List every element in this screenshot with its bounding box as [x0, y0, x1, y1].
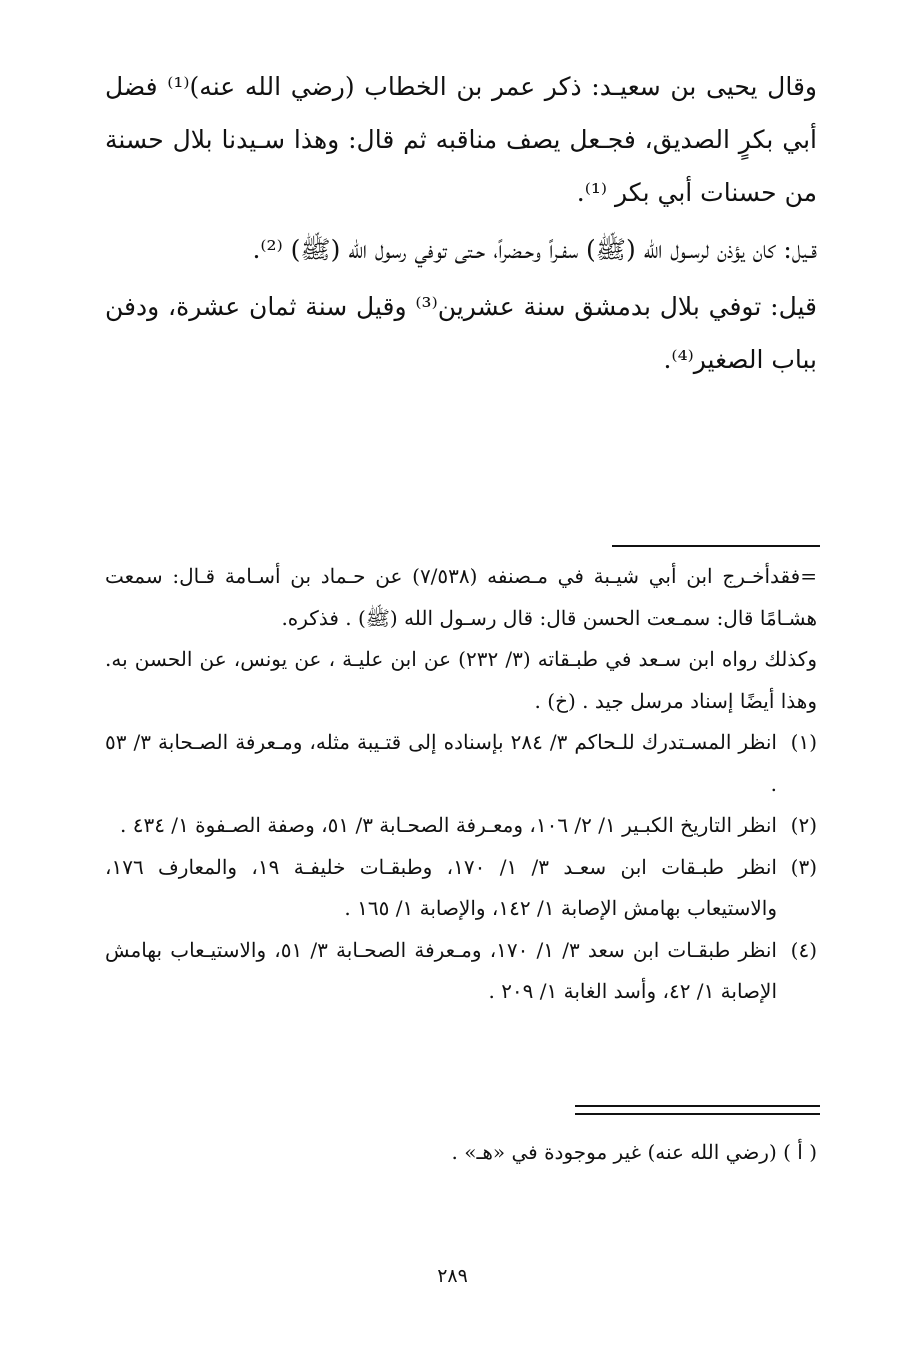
page-number: ٢٨٩ [437, 1265, 468, 1287]
footnote-text: انظر المسـتدرك للـحاكم ٣/ ٢٨٤ بإسناده إلى قتـيبة مثله، ومـعرفة الصـحابة ٣/ ٥٣ . [105, 730, 777, 796]
footnote-text: انظر طبقـات ابن سعد ٣/ ١/ ١٧٠، ومـعرفة الصحـابة ٣/ ٥١، والاستيـعاب بهامش الإصابة ١/ ٤٢، وأسد الغابة ١/ ٢٠٩ . [105, 937, 777, 1003]
footnote-number: (٤) [790, 937, 817, 962]
footnote-number: (٣) [790, 854, 817, 879]
footnote-1 [105, 722, 817, 805]
footnote-3 [105, 847, 817, 930]
main-text [105, 60, 817, 390]
footnote-number: (١) [790, 730, 817, 754]
footnote-number: (٢) [790, 813, 817, 837]
main-paragraph: قيل: توفي بلال بدمشق سنة عشرين⁽³⁾ وقيل سنة ثمان عشرة، ودفن بباب الصغير⁽⁴⁾. [105, 292, 817, 374]
footnote-text: انظر طبـقات ابن سعـد ٣/ ١/ ١٧٠، وطبقـات خليفـة ١٩، والمعارف ١٧٦، والاستيعاب بهامش الإصابة ١/ ١٤٢، والإصابة ١/ ١٦٥ . [105, 854, 777, 920]
main-paragraph: وقال يحيى بن سعيـد: ذكر عمر بن الخطاب (رضي الله عنه)⁽¹⁾ فضل أبي بكرٍ الصديق، فجـعل يصف مناقبه ثم قال: وهذا سـيدنا بلال حسنة من حسنات أبي بكر ⁽¹⁾. [105, 72, 817, 207]
footnote-4 [105, 930, 817, 1013]
variant-divider [575, 1105, 820, 1115]
main-paragraph: قـيل: كان يؤذن لرسـول الله (ﷺ) سفـراً وحـضراً، حـتى توفي رسول الله (ﷺ) ⁽²⁾. [252, 235, 817, 264]
footnote-divider [612, 545, 820, 547]
footnote-text: انظر التاريخ الكبـير ١/ ٢/ ١٠٦، ومعـرفة الصحـابة ٣/ ٥١، وصفة الصـفوة ١/ ٤٣٤ . [120, 813, 777, 837]
footnote-2 [105, 805, 817, 847]
footnote-continuation: وكذلك رواه ابن سـعد في طبـقاته (٣/ ٢٣٢) عن ابن عليـة ، عن يونس، عن الحسن به. وهذا أيضًا إسناد مرسل جيد . (خ) . [105, 647, 817, 713]
variant-note: ( أ ) (رضي الله عنه) غير موجودة في «هـ» . [451, 1140, 817, 1164]
footnote-continuation: =فقدأخـرج ابن أبي شيـبة في مـصنفه (٧/٥٣٨) عن حـماد بن أسـامة قـال: سمعت هشـامًا قال: سمـعت الحسن قال: قال رسـول الله (ﷺ) . فذكره. [105, 564, 817, 630]
footnotes [105, 556, 817, 1013]
